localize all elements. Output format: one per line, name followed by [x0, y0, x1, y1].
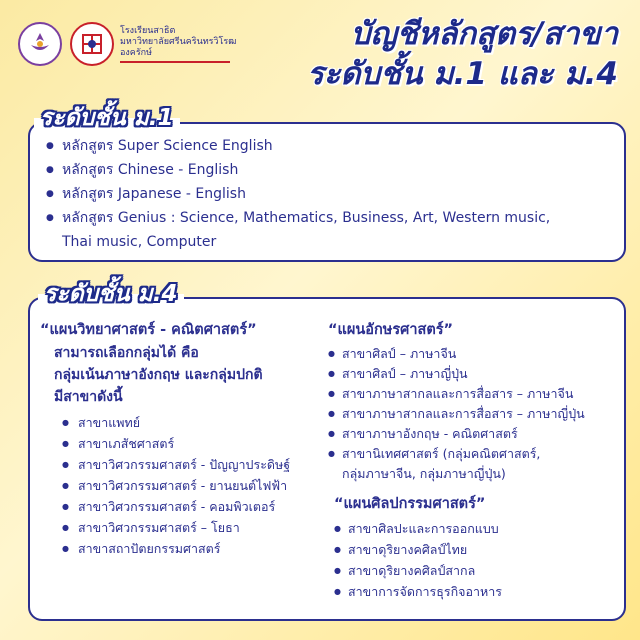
m1-item: ● หลักสูตร Genius : Science, Mathematics, Business, Art, Western music, — [46, 206, 616, 230]
school-name — [120, 26, 236, 63]
school-name-underline — [120, 61, 230, 63]
school-name-line1: โรงเรียนสาธิต — [120, 25, 176, 36]
list-item: ● สาขาศิลป์ – ภาษาญี่ปุ่น — [328, 364, 622, 384]
m1-item: ● หลักสูตร Super Science English — [46, 134, 616, 158]
list-item: ● สาขาวิศวกรรมศาสตร์ - คอมพิวเตอร์ — [40, 496, 330, 517]
list-item: ● สาขาวิศวกรรมศาสตร์ - ยานยนต์ไฟฟ้า — [40, 475, 330, 496]
header-logos — [18, 22, 236, 66]
fine-arts-plan-list — [328, 518, 622, 602]
m1-item: ● หลักสูตร Japanese - English — [46, 182, 616, 206]
list-item-continued: กลุ่มภาษาจีน, กลุ่มภาษาญี่ปุ่น) — [342, 466, 506, 481]
science-plan-list — [40, 412, 330, 559]
m1-item-continued: Thai music, Computer — [62, 234, 217, 250]
arts-plan-list — [328, 344, 622, 484]
list-item: ● สาขานิเทศศาสตร์ (กลุ่มคณิตศาสตร์, — [328, 444, 622, 464]
school-name-line3: องครักษ์ — [120, 47, 153, 58]
list-item: ● สาขาภาษาสากลและการสื่อสาร – ภาษาญี่ปุ่น — [328, 404, 622, 424]
list-item: ● สาขาสถาปัตยกรรมศาสตร์ — [40, 538, 330, 559]
list-item: ● สาขาภาษาอังกฤษ - คณิตศาสตร์ — [328, 424, 622, 444]
list-item: ● สาขาเภสัชศาสตร์ — [40, 433, 330, 454]
arts-plan-column — [328, 318, 622, 602]
list-item: ● สาขาแพทย์ — [40, 412, 330, 433]
list-item: ● สาขาภาษาสากลและการสื่อสาร – ภาษาจีน — [328, 384, 622, 404]
title-line2: ระดับชั้น ม.1 และ ม.4 — [307, 56, 618, 92]
fine-arts-plan-heading: “แผนศิลปกรรมศาสตร์” — [334, 496, 486, 512]
science-plan-column — [40, 318, 330, 559]
university-logo — [18, 22, 62, 66]
list-item: ● สาขาดุริยางคศิลป์ไทย — [328, 539, 622, 560]
science-plan-desc-3: มีสาขาดังนี้ — [54, 389, 123, 405]
list-item: ● สาขาการจัดการธุรกิจอาหาร — [328, 581, 622, 602]
arts-plan-heading: “แผนอักษรศาสตร์” — [328, 322, 454, 338]
page-title — [307, 14, 618, 94]
list-item: ● สาขาศิลป์ – ภาษาจีน — [328, 344, 622, 364]
m4-label: ระดับชั้น ม.4 — [38, 280, 184, 308]
list-item: ● สาขาดุริยางคศิลป์สากล — [328, 560, 622, 581]
list-item: ● สาขาวิศวกรรมศาสตร์ - ปัญญาประดิษฐ์ — [40, 454, 330, 475]
list-item: ● สาขาศิลปะและการออกแบบ — [328, 518, 622, 539]
m1-label: ระดับชั้น ม.1 — [34, 104, 180, 132]
school-name-line2: มหาวิทยาลัยศรีนครินทรวิโรฒ — [120, 36, 237, 47]
science-plan-heading: “แผนวิทยาศาสตร์ - คณิตศาสตร์” — [40, 322, 257, 338]
m1-item: ● หลักสูตร Chinese - English — [46, 158, 616, 182]
title-line1: บัญชีหลักสูตร/สาขา — [350, 16, 618, 52]
m1-list — [46, 134, 616, 254]
science-plan-desc-2: กลุ่มเน้นภาษาอังกฤษ และกลุ่มปกติ — [54, 367, 263, 383]
science-plan-desc-1: สามารถเลือกกลุ่มได้ คือ — [54, 345, 199, 361]
school-logo — [70, 22, 114, 66]
list-item: ● สาขาวิศวกรรมศาสตร์ – โยธา — [40, 517, 330, 538]
